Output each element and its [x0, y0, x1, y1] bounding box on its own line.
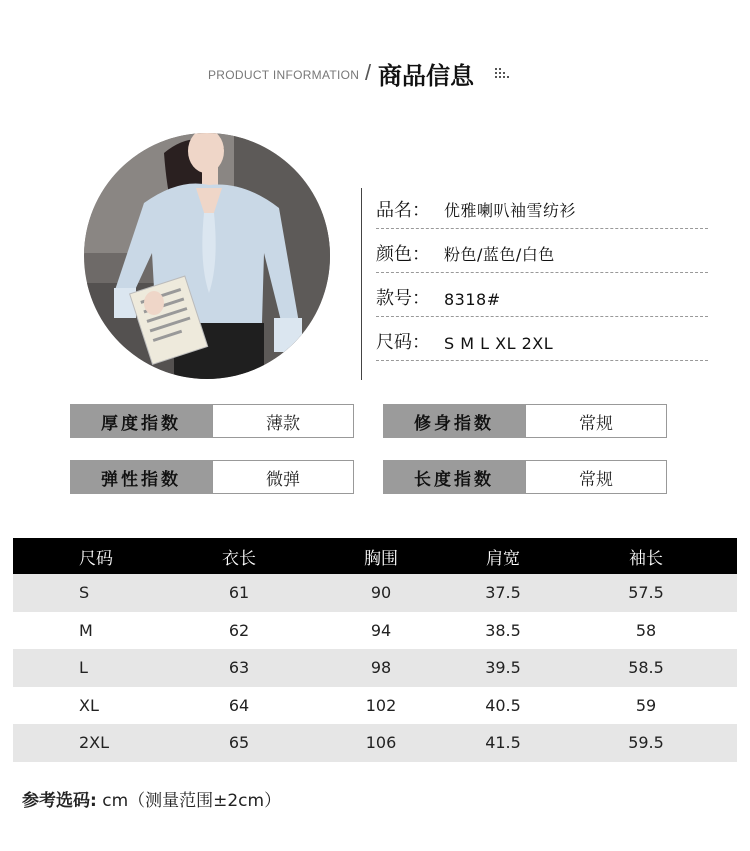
- table-cell: 106: [365, 733, 397, 753]
- header-title-en: PRODUCT INFORMATION: [208, 68, 360, 82]
- table-row: [13, 612, 737, 650]
- table-cell: 63: [228, 658, 250, 678]
- index-value-elasticity: 微弹: [212, 460, 354, 494]
- info-row-color: [376, 236, 708, 273]
- header-slash: /: [365, 60, 372, 85]
- divider-line: [361, 188, 362, 380]
- index-value-fit: 常规: [525, 404, 667, 438]
- size-table: [13, 538, 737, 762]
- table-cell: 64: [228, 695, 250, 715]
- table-cell: 40.5: [485, 695, 521, 715]
- table-cell: XL: [79, 695, 99, 715]
- info-value: S M L XL 2XL: [444, 334, 554, 353]
- table-cell: 38.5: [485, 620, 521, 640]
- info-row-size: [376, 324, 708, 361]
- table-cell: 37.5: [485, 583, 521, 603]
- table-cell: 61: [228, 583, 250, 603]
- table-cell: 90: [370, 583, 392, 603]
- table-cell: 2XL: [79, 733, 110, 753]
- table-row: [13, 574, 737, 612]
- table-cell: 98: [370, 658, 392, 678]
- table-header-cell: 肩宽: [486, 548, 520, 569]
- size-note-text: cm（测量范围±2cm）: [102, 791, 282, 811]
- info-label: 颜色：: [376, 244, 430, 265]
- info-row-name: [376, 192, 708, 229]
- table-header-cell: 衣长: [222, 548, 256, 569]
- table-header-row: [13, 538, 737, 574]
- table-header-cell: 袖长: [629, 548, 663, 569]
- table-cell: 58.5: [628, 658, 664, 678]
- table-cell: 59.5: [628, 733, 664, 753]
- table-header-cell: 尺码: [79, 548, 113, 569]
- table-cell: 94: [370, 620, 392, 640]
- product-photo: [84, 133, 330, 379]
- info-row-style-no: [376, 280, 708, 317]
- index-label-thickness: 厚度指数: [70, 404, 212, 438]
- index-label-length: 长度指数: [383, 460, 525, 494]
- header-title-zh: 商品信息: [378, 62, 474, 90]
- table-cell: 57.5: [628, 583, 664, 603]
- info-value: 粉色/蓝色/白色: [444, 245, 555, 264]
- table-row: [13, 649, 737, 687]
- info-label: 尺码：: [376, 332, 430, 353]
- index-label-elasticity: 弹性指数: [70, 460, 212, 494]
- info-label: 品名：: [376, 200, 430, 221]
- table-cell: 102: [365, 695, 397, 715]
- index-value-length: 常规: [525, 460, 667, 494]
- table-cell: 39.5: [485, 658, 521, 678]
- dots-decoration-icon: [495, 66, 511, 80]
- index-value-thickness: 薄款: [212, 404, 354, 438]
- table-row: [13, 724, 737, 762]
- size-note-label: 参考选码:: [22, 791, 97, 811]
- table-cell: L: [79, 658, 88, 678]
- table-cell: 58: [635, 620, 657, 640]
- table-cell: 41.5: [485, 733, 521, 753]
- info-value: 8318#: [444, 290, 501, 309]
- table-row: [13, 687, 737, 725]
- size-note: [22, 786, 281, 811]
- table-cell: S: [79, 583, 90, 603]
- table-cell: M: [79, 620, 93, 640]
- table-cell: 59: [635, 695, 657, 715]
- info-value: 优雅喇叭袖雪纺衫: [444, 201, 577, 220]
- index-label-fit: 修身指数: [383, 404, 525, 438]
- table-cell: 62: [228, 620, 250, 640]
- info-label: 款号：: [376, 288, 430, 309]
- table-header-cell: 胸围: [364, 548, 398, 569]
- table-cell: 65: [228, 733, 250, 753]
